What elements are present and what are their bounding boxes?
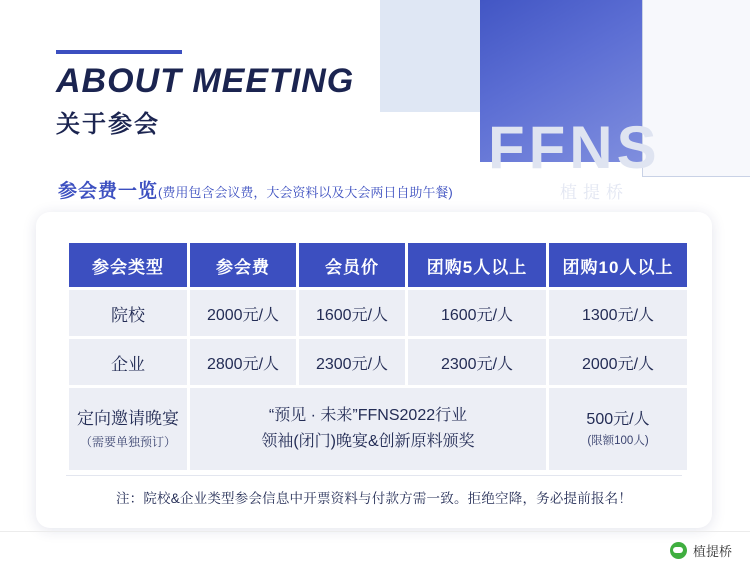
table-row <box>69 290 687 336</box>
table-footnote: 注：院校&企业类型参会信息中开票资料与付款方需一致。拒绝空降，务必提前报名！ <box>66 475 682 507</box>
cell-fee: 2000元/人 <box>190 290 296 336</box>
col-header-group5: 团购5人以上 <box>408 243 546 287</box>
wechat-account-name: 植提桥 <box>692 544 732 559</box>
page-title-cn: 关于参会 <box>56 111 160 138</box>
cell-type-special <box>69 388 187 470</box>
special-desc-line2: 领袖(闭门)晚宴&创新原料颁奖 <box>261 433 475 450</box>
fee-table-card <box>36 212 712 528</box>
section-heading-note: (费用包含会议费，大会资料以及大会两日自助午餐) <box>158 185 453 200</box>
col-header-member: 会员价 <box>299 243 405 287</box>
table-row-special <box>69 388 687 470</box>
special-price: 500元/人 <box>586 410 650 428</box>
cell-group5: 2300元/人 <box>408 339 546 385</box>
cell-member: 2300元/人 <box>299 339 405 385</box>
decor-block-lightblue <box>380 0 480 112</box>
section-heading-main: 参会费一览 <box>58 181 159 202</box>
cell-special-price <box>549 388 687 470</box>
special-desc-line1: “预见 · 未来”FFNS2022行业 <box>268 407 468 425</box>
col-header-type: 参会类型 <box>69 243 187 287</box>
wechat-account[interactable] <box>670 541 732 560</box>
special-type-sublabel: （需要单独预订） <box>79 434 176 449</box>
cell-group10: 2000元/人 <box>549 339 687 385</box>
cell-group10: 1300元/人 <box>549 290 687 336</box>
cell-type: 企业 <box>69 339 187 385</box>
special-type-label: 定向邀请晚宴 <box>77 408 179 428</box>
table-header-row <box>69 243 687 287</box>
footer-divider <box>0 531 750 532</box>
cell-member: 1600元/人 <box>299 290 405 336</box>
fee-table-body <box>69 290 687 470</box>
section-heading <box>58 176 453 203</box>
fee-table-head <box>69 243 687 287</box>
fee-table <box>66 240 690 473</box>
cell-fee: 2800元/人 <box>190 339 296 385</box>
watermark-ffns: FFNS <box>488 114 661 181</box>
cell-type: 院校 <box>69 290 187 336</box>
watermark-ffns-sub: 植提桥 <box>560 183 629 202</box>
page-title-en: ABOUT MEETING <box>56 62 355 100</box>
wechat-icon <box>670 542 687 559</box>
col-header-group10: 团购10人以上 <box>549 243 687 287</box>
col-header-fee: 参会费 <box>190 243 296 287</box>
table-row <box>69 339 687 385</box>
title-rule <box>56 50 182 54</box>
special-price-sub: (限额100人) <box>587 434 649 447</box>
cell-special-description <box>190 388 546 470</box>
cell-group5: 1600元/人 <box>408 290 546 336</box>
